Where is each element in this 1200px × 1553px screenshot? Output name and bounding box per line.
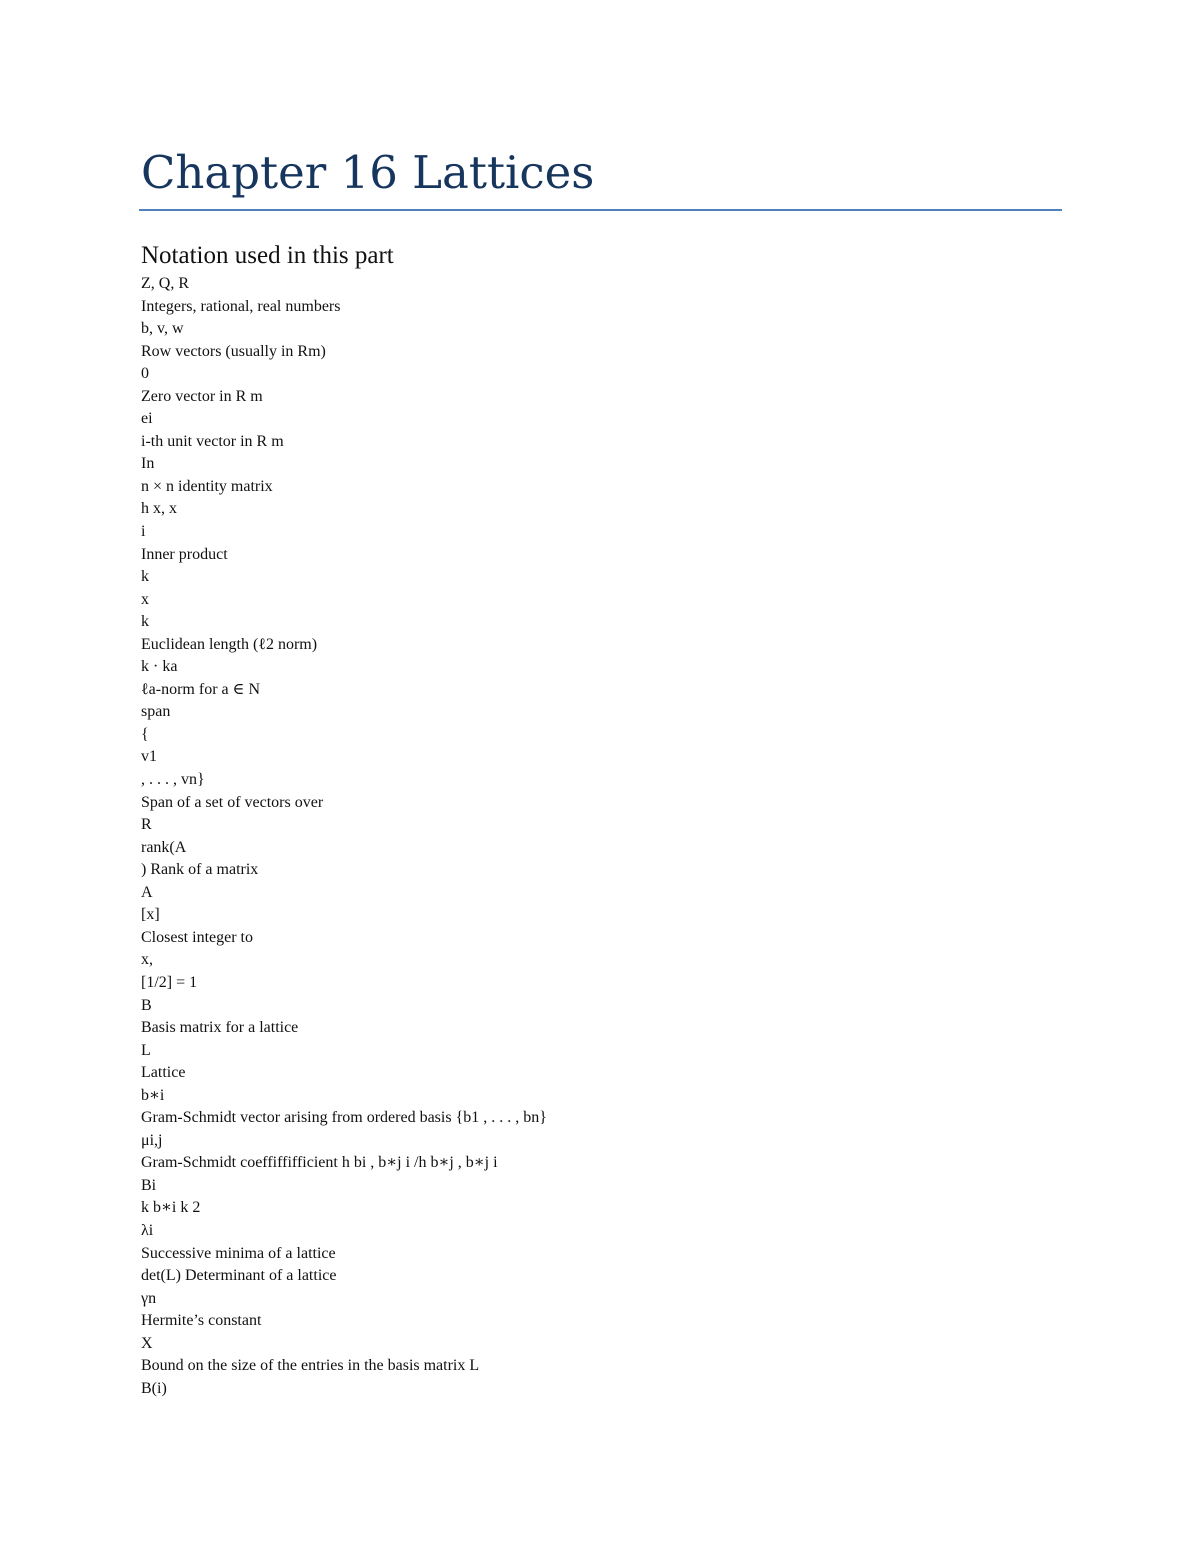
notation-line: Integers, rational, real numbers xyxy=(141,297,341,315)
notation-line: i-th unit vector in R m xyxy=(141,432,284,450)
notation-line: X xyxy=(141,1334,153,1352)
chapter-title: Chapter 16 Lattices xyxy=(141,146,595,199)
notation-line: x, xyxy=(141,951,153,969)
notation-line: Z, Q, R xyxy=(141,275,189,292)
notation-line: 0 xyxy=(141,365,149,383)
section-heading: Notation used in this part xyxy=(141,242,394,269)
notation-line: , . . . , vn} xyxy=(141,771,205,789)
notation-line: k xyxy=(141,568,149,586)
notation-line: Inner product xyxy=(141,545,228,563)
notation-line: Euclidean length (ℓ2 norm) xyxy=(141,635,318,653)
notation-line: k xyxy=(141,613,149,631)
notation-line: Gram-Schmidt vector arising from ordered basis {b1 , . . . , bn} xyxy=(141,1109,547,1127)
notation-line: k b∗i k 2 xyxy=(141,1199,201,1217)
notation-line: span xyxy=(141,703,171,721)
notation-line: Bi xyxy=(141,1176,157,1194)
notation-line: b∗i xyxy=(141,1086,165,1104)
notation-line: h x, x xyxy=(141,500,177,518)
notation-line: x xyxy=(141,590,149,608)
title-divider xyxy=(139,209,1062,211)
notation-line: ) Rank of a matrix xyxy=(141,861,259,879)
notation-line: { xyxy=(141,725,149,743)
notation-line: B(i) xyxy=(141,1379,167,1397)
notation-line: rank(A xyxy=(141,838,187,856)
notation-line: Hermite’s constant xyxy=(141,1312,262,1330)
notation-line: ei xyxy=(141,410,153,428)
notation-line: ℓa-norm for a ∈ N xyxy=(141,680,261,698)
notation-line: L xyxy=(141,1041,151,1059)
notation-line: Closest integer to xyxy=(141,928,253,946)
notation-line: Successive minima of a lattice xyxy=(141,1244,336,1262)
notation-line: μi,j xyxy=(141,1131,163,1149)
notation-line: A xyxy=(141,883,153,901)
notation-line: Basis matrix for a lattice xyxy=(141,1019,299,1037)
notation-line: k · ka xyxy=(141,658,178,676)
notation-line: det(L) Determinant of a lattice xyxy=(141,1267,337,1285)
notation-line: Row vectors (usually in Rm) xyxy=(141,342,326,360)
notation-line: In xyxy=(141,455,155,473)
notation-list xyxy=(141,273,547,1400)
notation-line: λi xyxy=(141,1221,154,1239)
notation-line: Span of a set of vectors over xyxy=(141,793,324,811)
notation-line: Lattice xyxy=(141,1064,186,1082)
notation-line: γn xyxy=(141,1289,157,1307)
notation-line: Gram-Schmidt coeffiffifficient h bi , b∗j i /h b∗j , b∗j i xyxy=(141,1154,498,1172)
notation-line: B xyxy=(141,996,152,1014)
notation-line: i xyxy=(141,523,146,541)
notation-line: v1 xyxy=(141,748,157,766)
notation-line: b, v, w xyxy=(141,320,184,338)
notation-line: [1/2] = 1 xyxy=(141,973,198,991)
notation-line: Zero vector in R m xyxy=(141,387,263,405)
notation-line: [x] xyxy=(141,906,160,924)
notation-line: R xyxy=(141,816,152,834)
notation-line: Bound on the size of the entries in the basis matrix L xyxy=(141,1357,480,1375)
notation-line: n × n identity matrix xyxy=(141,477,273,495)
